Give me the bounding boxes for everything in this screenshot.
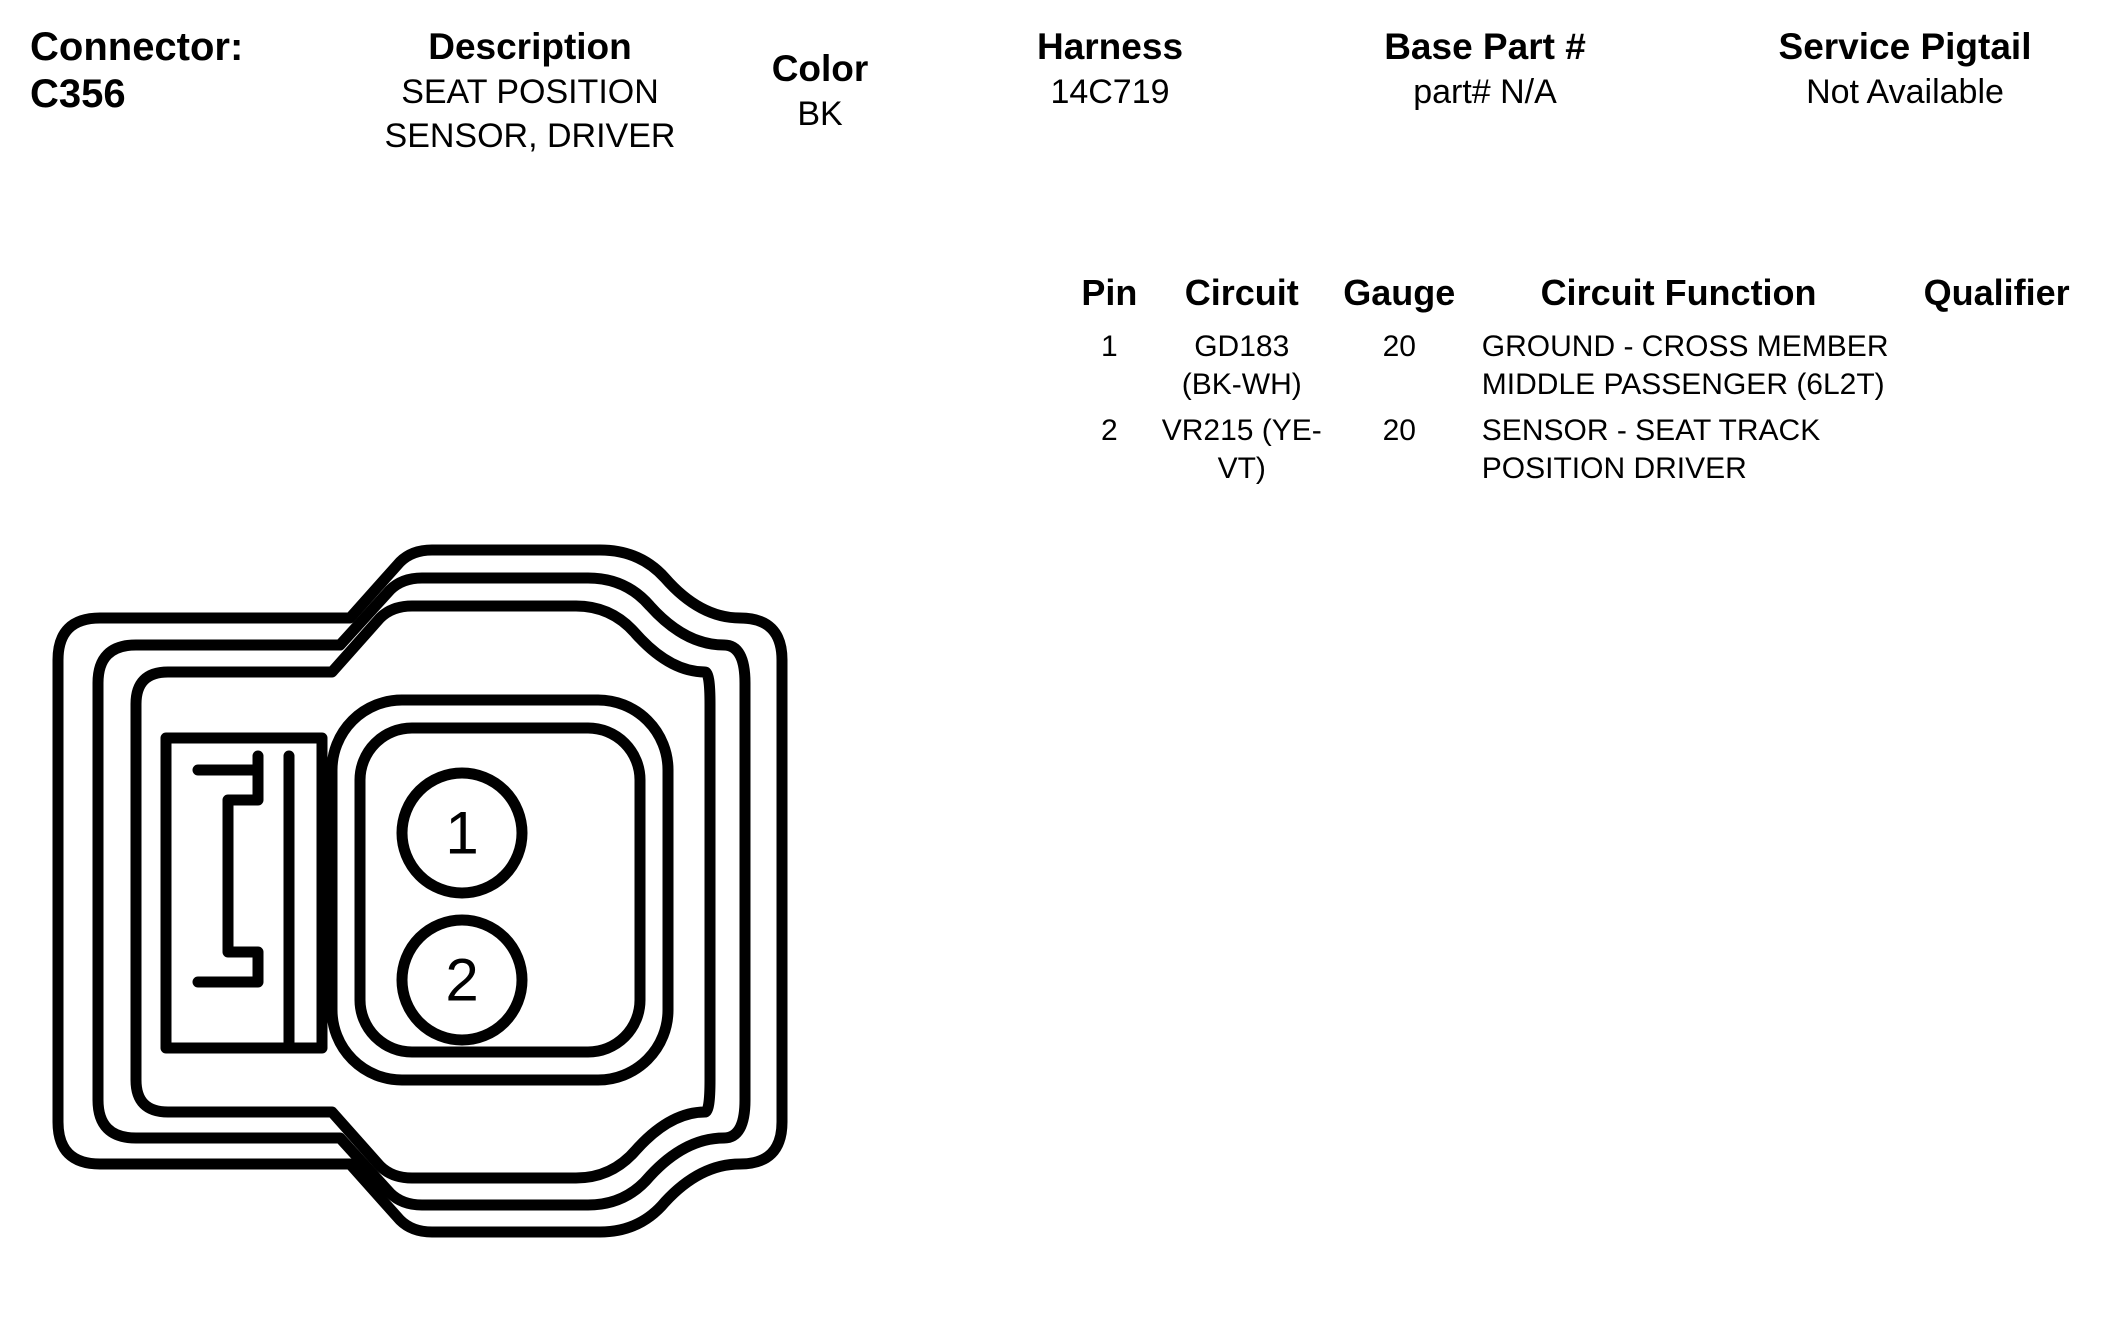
- pin-table-body: [1070, 326, 2100, 494]
- service-pigtail-value: Not Available: [1806, 73, 2004, 111]
- connector-outline-group: [58, 550, 782, 1232]
- base-part-value: part# N/A: [1413, 73, 1557, 111]
- pin-table: [1070, 272, 2100, 494]
- header-base-part: [1310, 24, 1660, 114]
- row-1-circuit-line2: VT): [1217, 452, 1266, 485]
- header-harness: [960, 24, 1260, 114]
- connector-id: C356: [30, 72, 126, 116]
- col-header-pin: Pin: [1081, 272, 1138, 313]
- row-1-pin: 2: [1101, 414, 1118, 447]
- row-0-function-line1: GROUND - CROSS MEMBER: [1481, 330, 1889, 363]
- header-color: [740, 46, 900, 136]
- harness-label: Harness: [1036, 26, 1184, 67]
- color-label: Color: [771, 48, 869, 89]
- description-value-line2: SENSOR, DRIVER: [384, 117, 676, 155]
- row-0-gauge: 20: [1382, 330, 1416, 363]
- row-1-circuit: [1149, 410, 1335, 494]
- row-0-function-line2: MIDDLE PASSENGER (6L2T): [1481, 368, 1885, 401]
- connector-svg: [40, 300, 1060, 1300]
- row-0-circuit-line2: (BK-WH): [1181, 368, 1302, 401]
- base-part-label: Base Part #: [1384, 26, 1586, 67]
- pin-table-header-row: [1070, 272, 2100, 326]
- description-value-line1: SEAT POSITION: [401, 73, 659, 111]
- table-row: [1070, 326, 2100, 410]
- row-0-circuit-line1: GD183: [1194, 330, 1290, 363]
- table-row: [1070, 410, 2100, 494]
- pin-table-head: [1070, 272, 2100, 326]
- cavity-1-label: 1: [445, 799, 479, 867]
- col-header-gauge: Gauge: [1343, 272, 1456, 313]
- header-description: [340, 24, 720, 158]
- keyway-rib-left: [198, 770, 258, 982]
- row-0-qualifier: [1893, 326, 2100, 410]
- connector-label: Connector:: [30, 25, 244, 69]
- header-service-pigtail: [1710, 24, 2100, 114]
- description-label: Description: [428, 26, 632, 67]
- col-header-circuit: Circuit: [1184, 272, 1299, 313]
- cavity-2-label: 2: [445, 946, 479, 1014]
- harness-value: 14C719: [1050, 73, 1170, 111]
- color-value: BK: [797, 95, 843, 133]
- service-pigtail-label: Service Pigtail: [1778, 26, 2032, 67]
- row-0-function: [1464, 326, 1894, 410]
- row-1-function-line2: POSITION DRIVER: [1481, 452, 1747, 485]
- pin-table-container: [1070, 272, 2100, 494]
- row-1-qualifier: [1893, 410, 2100, 494]
- col-header-qualifier: Qualifier: [1923, 272, 2070, 313]
- connector-diagram: [40, 300, 1060, 1300]
- keyway-outline: [166, 738, 322, 1048]
- row-1-gauge: 20: [1382, 414, 1416, 447]
- row-0-circuit: [1149, 326, 1335, 410]
- row-1-function: [1464, 410, 1894, 494]
- header-bar: [0, 0, 2120, 180]
- row-0-pin: 1: [1101, 330, 1118, 363]
- row-1-function-line1: SENSOR - SEAT TRACK: [1481, 414, 1821, 447]
- col-header-function: Circuit Function: [1540, 272, 1817, 313]
- row-1-circuit-line1: VR215 (YE-: [1161, 414, 1322, 447]
- connector-shell-3: [136, 606, 710, 1178]
- header-connector: [30, 24, 360, 118]
